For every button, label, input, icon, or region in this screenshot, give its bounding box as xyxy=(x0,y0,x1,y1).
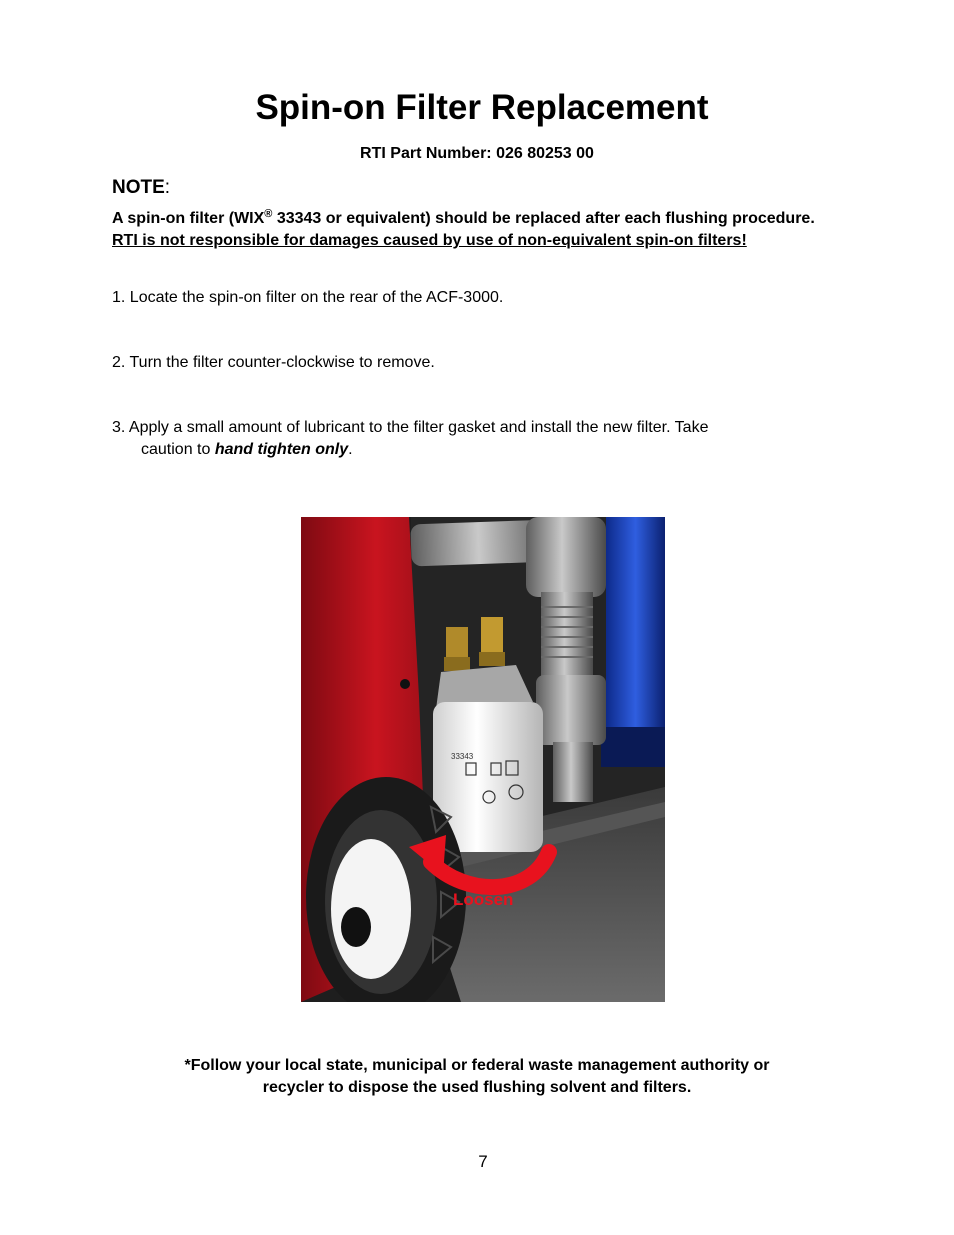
frame-bolt xyxy=(400,679,410,689)
step-2: 2. Turn the filter counter-clockwise to remove. xyxy=(112,354,435,371)
note-heading-colon: : xyxy=(164,177,171,198)
note-heading-label: NOTE xyxy=(112,177,165,198)
step-3-period: . xyxy=(348,441,353,458)
step-3-caution-text: caution to xyxy=(141,441,215,458)
filter-label: 33343 xyxy=(451,752,474,761)
note-warning: RTI is not responsible for damages caused by use of non-equivalent spin-on filters! xyxy=(112,232,747,249)
note-text xyxy=(112,208,842,252)
step-3-line-2 xyxy=(112,439,842,461)
registered-mark: ® xyxy=(264,208,273,220)
step-3-line-1: 3. Apply a small amount of lubricant to the filter gasket and install the new filter. Take xyxy=(112,419,709,436)
step-1: 1. Locate the spin-on filter on the rear of the ACF-3000. xyxy=(112,289,504,306)
hose-fitting xyxy=(553,742,593,802)
step-3 xyxy=(112,417,842,461)
tee-fitting xyxy=(526,517,606,597)
union-nut xyxy=(536,675,606,745)
brass-nut-right xyxy=(479,652,505,666)
brass-nut-left xyxy=(444,657,470,671)
filter-photo-illustration xyxy=(301,517,665,1002)
part-number: RTI Part Number: 026 80253 00 xyxy=(360,145,594,162)
page-title: Spin-on Filter Replacement xyxy=(255,88,709,127)
step-3-emphasis: hand tighten only xyxy=(214,441,349,458)
page-number: 7 xyxy=(478,1152,488,1171)
filter-photo xyxy=(301,517,665,1002)
note-text-part-2: 33343 or equivalent) should be replaced after each flushing procedure. xyxy=(272,210,815,227)
disposal-note-line-1: *Follow your local state, municipal or federal waste management authority or xyxy=(184,1057,770,1074)
blue-housing-base xyxy=(601,727,665,767)
note-heading xyxy=(112,177,170,199)
disposal-note xyxy=(0,1055,954,1099)
note-text-part-1: A spin-on filter (WIX xyxy=(112,210,265,227)
disposal-note-line-2: recycler to dispose the used flushing solvent and filters. xyxy=(262,1079,692,1096)
loosen-label: Loosen xyxy=(453,890,514,909)
